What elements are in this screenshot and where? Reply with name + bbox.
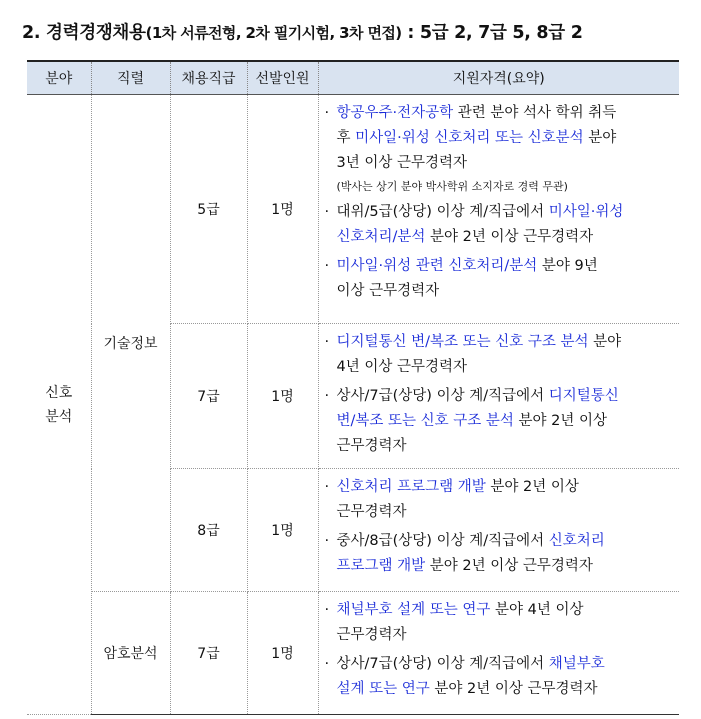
- header-grade: 채용직급: [170, 61, 247, 95]
- field-cell: 신호 분석: [27, 95, 91, 715]
- grade-cell: 7급: [170, 324, 247, 469]
- grade-cell: 8급: [170, 469, 247, 592]
- table-row: [27, 95, 679, 324]
- qualification-cell: [318, 95, 679, 324]
- count-cell: 1명: [247, 469, 318, 592]
- heading-quota: : 5급 2, 7급 5, 8급 2: [401, 23, 583, 43]
- grade-cell: 7급: [170, 592, 247, 715]
- qualification-item: · 항공우주·전자공학 관련 분야 석사 학위 취득 후 미사일·위성 신호처리 또는 신호분석 분야 3년 이상 근무경력자: [324, 105, 617, 171]
- qualification-item: · 미사일·위성 관련 신호처리/분석 분야 9년 이상 근무경력자: [324, 258, 598, 299]
- header-count: 선발인원: [247, 61, 318, 95]
- section-heading: [22, 19, 692, 44]
- qualification-item: · 대위/5급(상당) 이상 계/직급에서 미사일·위성 신호처리/분석 분야 2년 이상 근무경력자: [324, 204, 624, 245]
- qualification-item: · 신호처리 프로그램 개발 분야 2년 이상 근무경력자: [324, 479, 579, 520]
- qualification-cell: [318, 324, 679, 469]
- count-cell: 1명: [247, 324, 318, 469]
- qualification-cell: [318, 592, 679, 715]
- qualification-item: · 상사/7급(상당) 이상 계/직급에서 채널부호 설계 또는 연구 분야 2년 이상 근무경력자: [324, 656, 605, 697]
- qualification-item: · 중사/8급(상당) 이상 계/직급에서 신호처리 프로그램 개발 분야 2년 이상 근무경력자: [324, 533, 605, 574]
- table-header-row: [27, 61, 679, 95]
- qualification-item: · 디지털통신 변/복조 또는 신호 구조 분석 분야 4년 이상 근무경력자: [324, 334, 622, 375]
- header-qualification: 지원자격(요약): [318, 61, 679, 95]
- header-series: 직렬: [91, 61, 170, 95]
- table-row: [27, 592, 679, 715]
- series-cell-tech-intel: 기술정보: [91, 95, 170, 592]
- grade-cell: 5급: [170, 95, 247, 324]
- qualification-note: (박사는 상기 분야 박사학위 소지자로 경력 무관): [336, 180, 568, 193]
- header-field: 분야: [27, 61, 91, 95]
- heading-stages: (1차 서류전형, 2차 필기시험, 3차 면접): [145, 24, 402, 42]
- heading-title: 2. 경력경쟁채용: [22, 23, 146, 43]
- recruitment-table: [27, 60, 679, 715]
- count-cell: 1명: [247, 592, 318, 715]
- qualification-cell: [318, 469, 679, 592]
- qualification-item: · 채널부호 설계 또는 연구 분야 4년 이상 근무경력자: [324, 602, 584, 643]
- qualification-item: · 상사/7급(상당) 이상 계/직급에서 디지털통신 변/복조 또는 신호 구조 분석 분야 2년 이상 근무경력자: [324, 388, 619, 454]
- series-cell-crypto: 암호분석: [91, 592, 170, 715]
- count-cell: 1명: [247, 95, 318, 324]
